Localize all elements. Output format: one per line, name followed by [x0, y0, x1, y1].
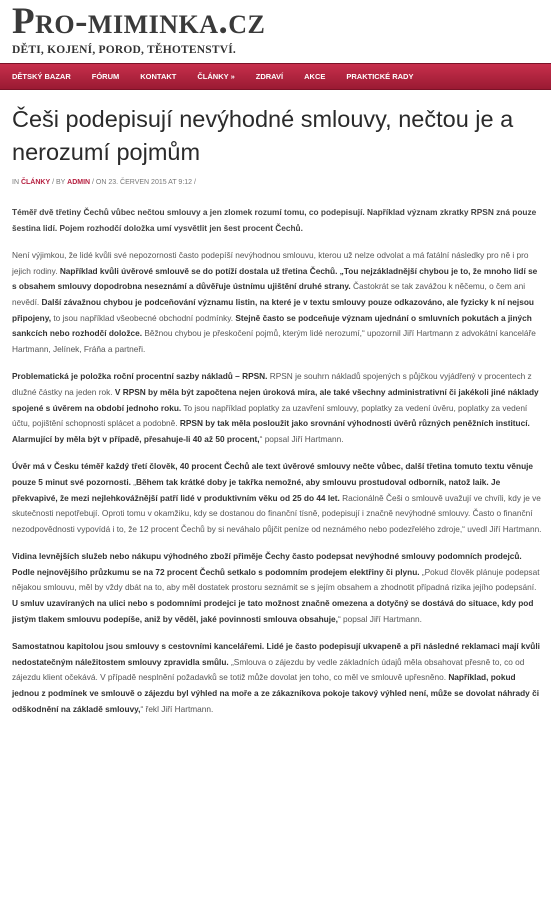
bold-text: Samostatnou kapitolou jsou smlouvy s cestovními kancelářemi. Lidé je často podepisují ukvapeně a při následné reklamaci mají kvůli nedostatečným náležitostem smlouvy zpravidla smůlu.: [12, 641, 540, 667]
text-run: „: [130, 476, 137, 487]
bold-text: Úvěr má v Česku téměř každý třetí člověk, 40 procent Čechů ale text úvěrové smlouvy nečte vůbec, další třetina tomuto textu věnuje pouze 5 minut své pozornosti.: [12, 461, 534, 487]
bold-text: Problematická je položka roční procentní sazby nákladů – RPSN.: [12, 371, 268, 382]
main-nav: [0, 63, 551, 90]
bold-text: Například kvůli úvěrové smlouvě se do potíží dostala už třetina Čechů. „Tou nejzákladnější chybou je to, že mnoho lidí se s obsahem smlouvy dopodrobna neseznámí a důvěřuje ústnímu ujištění druhé strany.: [12, 265, 538, 292]
article-paragraph: [12, 549, 542, 627]
article-paragraph: [12, 639, 542, 717]
article-body: [12, 205, 542, 729]
text-run: To jsou například poplatky za uzavření smlouvy, poplatky za vedení úvěru, poplatky za vedení účtu, pojištění schopnosti splácet a podobně.: [12, 402, 528, 429]
article-meta: [12, 179, 196, 186]
nav-item-prakticke-rady[interactable]: PRAKTICKÉ RADY: [346, 72, 414, 81]
bold-text: Další závažnou chybou je podceňování významu listin, na které je v textu smlouvy pouze odkazováno, ale fyzicky k ní nejsou připojeny,: [12, 296, 534, 323]
article-paragraph: [12, 369, 542, 447]
site-logo[interactable]: Pro-miminka.cz: [12, 1, 266, 42]
text-run: Častokrát se tak zavážou k něčemu, o čem ani nevědí.: [12, 281, 526, 307]
nav-item-kontakt[interactable]: KONTAKT: [140, 72, 177, 81]
text-run: „Pokud člověk plánuje podepsat nějakou smlouvu, měl by vždy dbát na to, aby měl dostatek prostoru seznámit se s jejím obsahem a zhodnotit případná rizika jejího podepsání.: [12, 566, 540, 593]
bold-text: Vidina levnějších služeb nebo nákupu výhodného zboží přiměje Čechy často podepsat nevýhodné smlouvy podomních prodejců. Podle nejnovějšího průzkumu se na 72 procent Čechů setkalo s podomním prodejem elektřiny či plynu.: [12, 551, 522, 577]
nav-item-zdravi[interactable]: ZDRAVÍ: [255, 72, 284, 81]
article-lead: Téměř dvě třetiny Čechů vůbec nečtou smlouvy a jen zlomek rozumí tomu, co podepisují. Například význam zkratky RPSN zná pouze šestina lidí. Pojem rozhodčí doložka umí vysvětlit jen šest procent Čechů.: [12, 207, 537, 233]
meta-category-link[interactable]: ČLÁNKY: [20, 179, 51, 186]
nav-item-clanky[interactable]: ČLÁNKY »: [197, 72, 235, 81]
text-run: “ popsal Jiří Hartmann.: [259, 433, 344, 444]
article-paragraph: [12, 459, 542, 537]
bold-text: Například, pokud jednou z podmínek ve smlouvě o zájezdu byl výhled na moře a ze zákazníkova pokoje takový výhled není, může se dovolat náhrady či odškodnění na základě smlouvy,: [12, 672, 540, 714]
meta-author-link[interactable]: ADMIN: [67, 179, 91, 186]
text-run: “ popsal Jiří Hartmann.: [337, 613, 422, 624]
bold-text: Stejně často se podceňuje význam ujednání o smluvních pokutách a jiných sankcích nebo rozhodčí doložce.: [12, 312, 532, 339]
meta-by-label: / BY: [52, 179, 66, 186]
nav-item-detsky-bazar[interactable]: DĚTSKÝ BAZAR: [12, 72, 71, 81]
meta-in-label: IN: [12, 179, 19, 186]
text-run: Běžnou chybou je přeskočení pojmů, kterým lidé nerozumí,“ upozornil Jiří Hartmann z advokátní kanceláře Hartmann, Jelínek, Fráňa a partneři.: [12, 328, 536, 354]
bold-text: Během tak krátké doby je takřka nemožné, aby smlouvu prostudoval odborník, natož laik. Je překvapivé, že mezi nejlehkovážnější patří lidé v produktivním věku od 25 do 44 let.: [12, 476, 501, 503]
text-run: RPSN je souhrn nákladů spojených s půjčkou vyjádřený v procentech z dlužné částky na jeden rok.: [12, 371, 532, 397]
text-run: „Smlouva o zájezdu by vedle základních údajů měla obsahovat přesně to, co od zájezdu klient očekává. V případě nesplnění požadavků se totiž může dovolat jen toho, co měl ve smlouvě upřesněno.: [12, 656, 525, 683]
bold-text: U smluv uzavíraných na ulici nebo s podomními prodejci je tato možnost značně omezena a dotyčný se dostává do situace, kdy pod jistým tlakem smlouvu podepíše, aniž by věděl, jaké povinnosti smlouva obsahuje,: [12, 598, 534, 624]
text-run: Není výjimkou, že lidé kvůli své nepozornosti často podepíší nevýhodnou smlouvu, kterou už nelze odvolat a má fatální následky pro ně i pro jejich rodiny.: [12, 250, 529, 276]
text-run: “ řekl Jiří Hartmann.: [140, 703, 214, 714]
text-run: Racionálně Češi o smlouvě uvažují ve chvíli, kdy je ve skutečnosti nepotřebují. Oproti tomu v okamžiku, kdy se dostanou do finanční tísně, podepisují i značně nevýhodné smlouvy. Často o finanční nezodpovědnosti vypovídá i to, že 12 procent Čechů by si neváhalo půjčit peníze od neznámého nebo podezřelého zdroje,“ uvedl Jiří Hartmann.: [12, 492, 542, 534]
bold-text: RPSN by tak měla posloužit jako srovnání výhodnosti úvěrů různých peněžních institucí. Alarmující by měla být v případě, přesahuje-li 40 až 50 procent,: [12, 418, 530, 444]
article-paragraph: [12, 248, 542, 357]
bold-text: V RPSN by měla být započtena nejen úroková míra, ale také všechny administrativní či jakékoli jiné náklady spojené s úvěrem na období jednoho roku.: [12, 386, 539, 413]
nav-item-forum[interactable]: FÓRUM: [91, 72, 120, 81]
text-run: to jsou například všeobecné obchodní podmínky.: [51, 312, 236, 323]
article-title: Češi podepisují nevýhodné smlouvy, nečtou je a nerozumí pojmům: [12, 106, 514, 165]
meta-date: / ON 23. ČERVEN 2015 AT 9:12 /: [92, 179, 196, 186]
site-tagline: DĚTI, KOJENÍ, POROD, TĚHOTENSTVÍ.: [12, 44, 236, 56]
nav-item-akce[interactable]: AKCE: [304, 72, 326, 81]
article-paragraphs: [12, 248, 542, 717]
